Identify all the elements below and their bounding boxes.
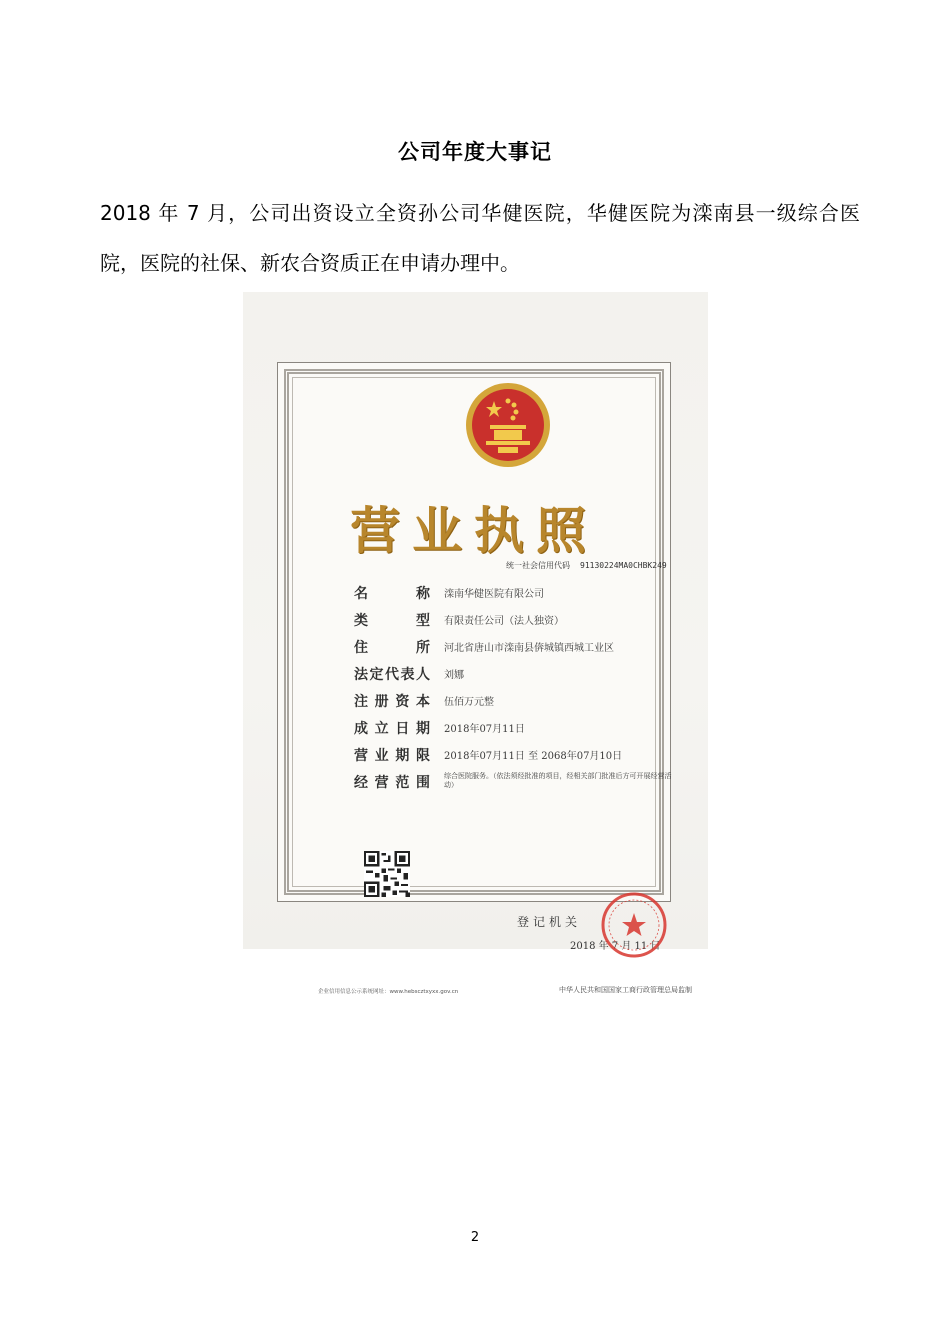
credit-code: 91130224MA0CHBK249 — [580, 561, 667, 570]
national-emblem-icon — [464, 381, 552, 469]
field-name — [354, 583, 694, 609]
field-value: 河北省唐山市滦南县倴城镇西城工业区 — [444, 643, 614, 654]
footer-issuer: 中华人民共和国国家工商行政管理总局监制 — [559, 986, 692, 994]
field-value: 刘娜 — [444, 670, 464, 681]
field-value: 伍佰万元整 — [444, 697, 494, 708]
page-number: 2 — [470, 1230, 480, 1245]
page-heading: 公司年度大事记 — [398, 140, 552, 164]
event-paragraph: 2018 年 7 月，公司出资设立全资孙公司华健医院，华健医院为滦南县一级综合医院，医院的社保、新农合资质正在申请办理中。 — [100, 201, 860, 275]
field-value: 2018年07月11日 — [444, 724, 525, 735]
field-establishment-date — [354, 718, 694, 744]
field-label: 营业期限 — [354, 748, 430, 764]
field-value: 2018年07月11日 至 2068年07月10日 — [444, 751, 623, 762]
field-value: 滦南华健医院有限公司 — [444, 589, 544, 600]
official-seal-icon — [600, 891, 668, 959]
field-legal-representative — [354, 664, 694, 690]
qr-code-icon — [364, 851, 410, 897]
field-label: 注册资本 — [354, 694, 430, 710]
credit-code-row — [506, 560, 667, 571]
field-business-term — [354, 745, 694, 771]
field-label: 名称 — [354, 586, 430, 602]
field-label: 成立日期 — [354, 721, 430, 737]
field-value: 有限责任公司（法人独资） — [444, 616, 564, 627]
business-license — [277, 362, 692, 995]
field-label: 法定代表人 — [354, 667, 430, 683]
field-address — [354, 637, 694, 663]
business-license-photo — [243, 292, 708, 995]
field-type — [354, 610, 694, 636]
footer-website: 企业信用信息公示系统网址：www.hebscztxyxx.gov.cn — [318, 989, 459, 995]
field-label: 类型 — [354, 613, 430, 629]
credit-code-label: 统一社会信用代码 — [506, 561, 570, 570]
registration-authority-label: 登记机关 — [517, 915, 582, 929]
field-label: 住所 — [354, 640, 430, 656]
field-value: 综合医院服务。（依法须经批准的项目，经相关部门批准后方可开展经营活动） — [444, 772, 672, 789]
field-registered-capital — [354, 691, 694, 717]
license-title: 营业执照 — [350, 501, 598, 560]
field-business-scope — [354, 772, 694, 798]
registration-date: 2018 年 7 月 11 日 — [570, 941, 661, 952]
field-label: 经营范围 — [354, 775, 430, 791]
